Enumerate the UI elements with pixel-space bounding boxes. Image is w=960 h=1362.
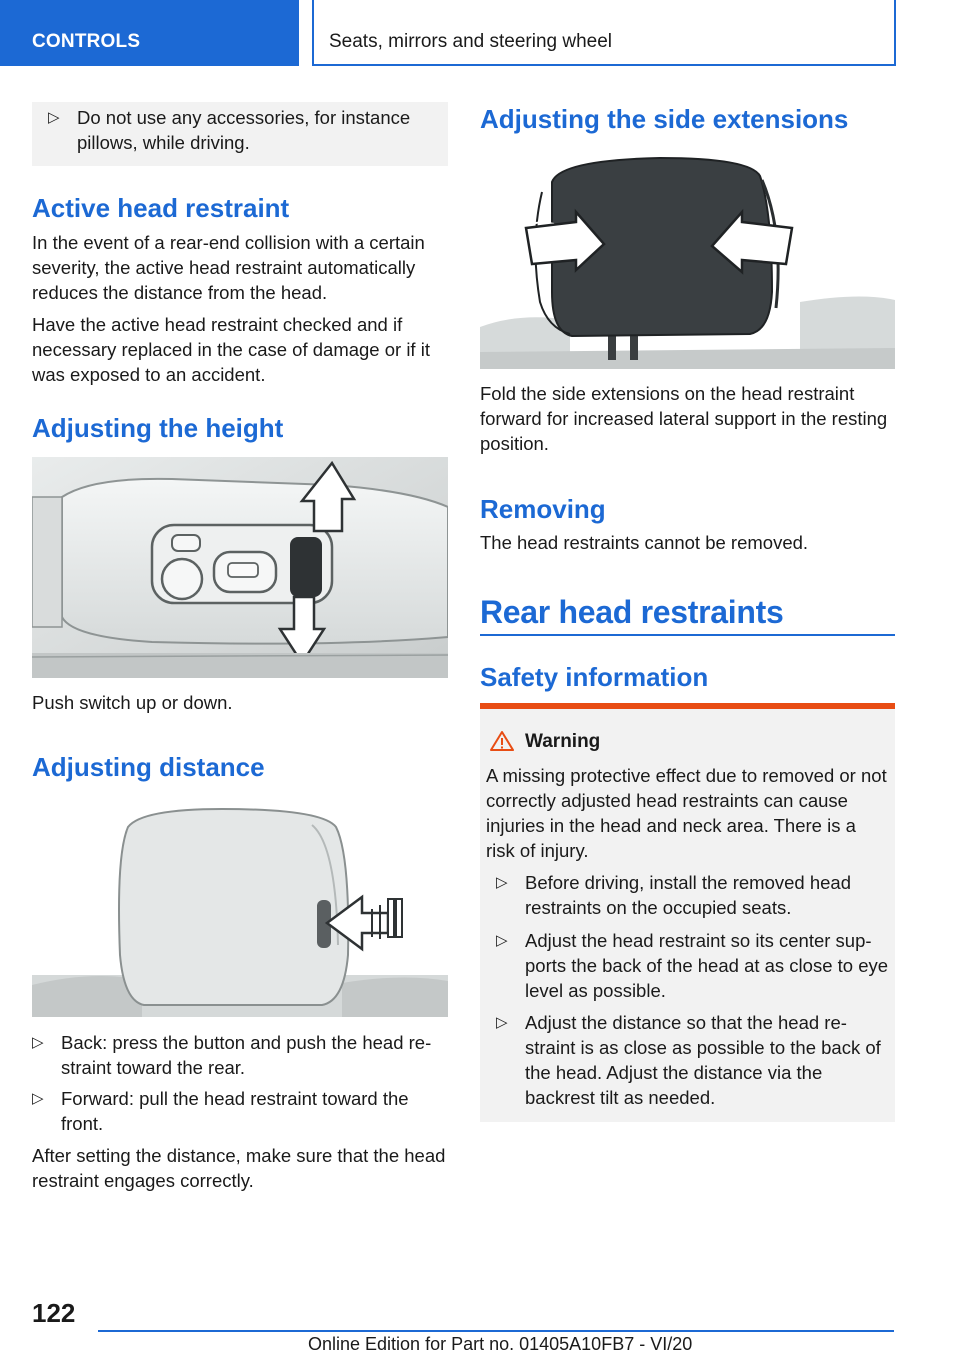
warning-bullet-2: ▷ Adjust the head restraint so its center supports the back of the head at as close to eye level as possible. (496, 930, 889, 1001)
side-extensions-heading: Adjusting the side extensions (480, 104, 849, 134)
section-tab (0, 0, 299, 66)
page-number: 122 (32, 1298, 76, 1328)
bullet-triangle-icon: ▷ (496, 1014, 508, 1031)
distance-bullet-2: ▷ Forward: pull the head restraint toward the front. (32, 1088, 409, 1134)
warning-box (480, 709, 895, 1122)
chapter-label: Seats, mirrors and steering wheel (329, 31, 613, 52)
bullet-triangle-icon: ▷ (32, 1034, 44, 1051)
adjusting-distance-heading: Adjusting distance (32, 752, 265, 782)
adjusting-height-heading: Adjusting the height (32, 413, 284, 443)
bullet-triangle-icon: ▷ (496, 874, 508, 891)
note-bullet: ▷ Do not use any accessories, for instance pillows, while driving. (48, 107, 411, 153)
side-extensions-figure (480, 152, 895, 369)
distance-bullet-1: ▷ Back: press the button and push the head restraint toward the rear. (32, 1032, 432, 1078)
warning-bullet-3: ▷ Adjust the distance so that the head restraint is as close as possible to the back of the head. Adjust the distance via the backrest tilt as needed. (496, 1012, 881, 1108)
section-label: CONTROLS (32, 31, 141, 52)
removing-heading: Removing (480, 494, 606, 524)
note-box (32, 102, 448, 166)
chapter-tab (312, 0, 896, 66)
rear-head-restraints-heading: Rear head restraints (480, 594, 784, 630)
distance-after-text: After setting the distance, make sure that the head restraint engages correctly. (32, 1145, 446, 1191)
seat-switch-figure (32, 457, 448, 678)
warning-label: Warning (525, 731, 601, 752)
heading-rule (480, 634, 895, 636)
distance-figure (32, 805, 448, 1017)
side-extensions-caption: Fold the side extensions on the head restraint forward for increased lateral support in the resting position. (480, 383, 888, 454)
height-caption: Push switch up or down. (32, 692, 233, 713)
active-paragraph-1: In the event of a rear-end collision with a certain severity, the active head restraint automatically reduces the distance from the head. (32, 232, 425, 303)
warning-text: A missing protective effect due to removed or not correctly adjusted head restraints can cause injuries in the head and neck area. There is a risk of injury. (486, 765, 887, 861)
removing-text: The head restraints cannot be removed. (480, 532, 809, 553)
safety-information-heading: Safety information (480, 662, 709, 692)
active-paragraph-2: Have the active head restraint checked and if necessary replaced in the case of damage or if it was exposed to an accident. (32, 314, 430, 385)
footer-rule (98, 1330, 894, 1332)
active-head-restraint-heading: Active head restraint (32, 193, 290, 223)
bullet-triangle-icon: ▷ (32, 1090, 44, 1107)
warning-bullet-1: ▷ Before driving, install the removed head restraints on the occupied seats. (496, 872, 851, 918)
warning-triangle-icon (490, 730, 514, 757)
bullet-triangle-icon: ▷ (48, 109, 60, 126)
edition-text: Online Edition for Part no. 01405A10FB7 - VI/20 (308, 1334, 693, 1354)
bullet-triangle-icon: ▷ (496, 932, 508, 949)
